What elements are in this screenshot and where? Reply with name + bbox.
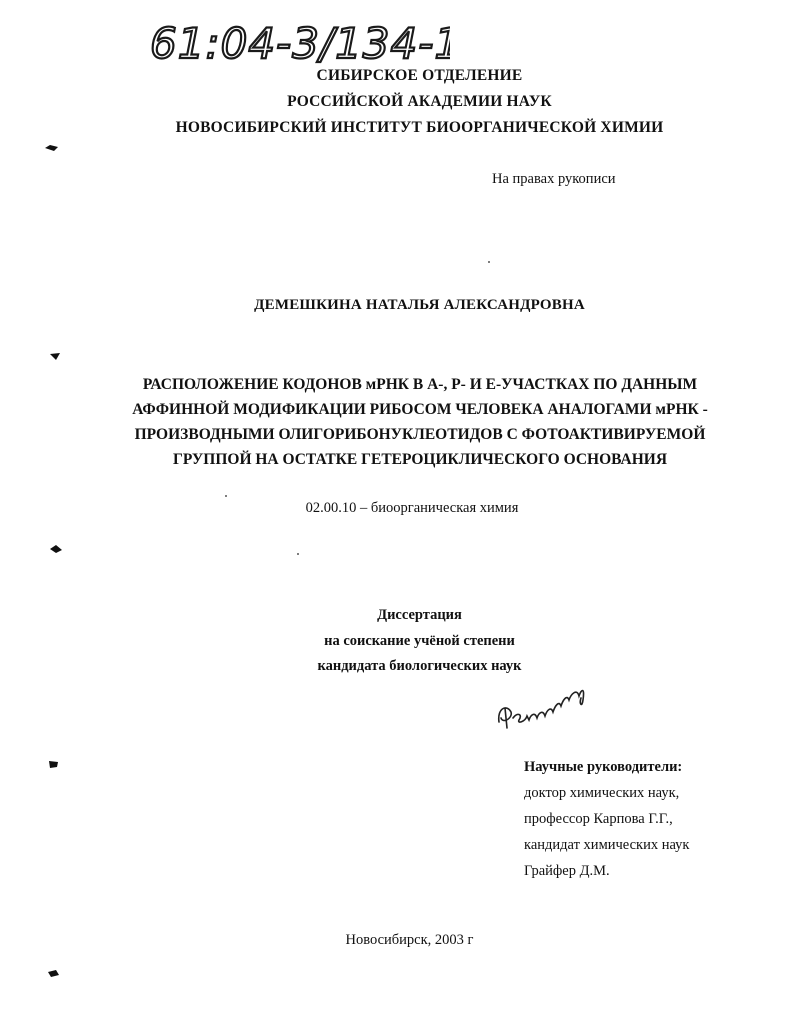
title-line-4: ГРУППОЙ НА ОСТАТКЕ ГЕТЕРОЦИКЛИЧЕСКОГО ОСНОВАНИЯ bbox=[172, 451, 668, 468]
advisor-line-3: кандидат химических наук bbox=[524, 837, 690, 853]
title-line-3: ПРОИЗВОДНЫМИ ОЛИГОРИБОНУКЛЕОТИДОВ С ФОТОАКТИВИРУЕМОЙ bbox=[134, 426, 706, 443]
advisors-heading: Научные руководители: bbox=[524, 759, 683, 775]
title-line-1: РАСПОЛОЖЕНИЕ КОДОНОВ мРНК В А-, Р- И Е-УЧАСТКАХ ПО ДАННЫМ bbox=[142, 376, 698, 393]
binding-hole-mark bbox=[48, 541, 64, 551]
author-name: ДЕМЕШКИНА НАТАЛЬЯ АЛЕКСАНДРОВНА bbox=[254, 297, 585, 313]
binding-hole-mark bbox=[44, 140, 60, 150]
binding-hole-mark bbox=[46, 756, 62, 766]
degree-purpose: на соискание учёной степени bbox=[324, 632, 515, 649]
title-line-2: АФФИННОЙ МОДИФИКАЦИИ РИБОСОМ ЧЕЛОВЕКА АНАЛОГАМИ мРНК - bbox=[132, 401, 708, 418]
dissertation-label: Диссертация bbox=[377, 607, 462, 623]
dissertation-degree-block bbox=[0, 603, 799, 680]
rights-note: На правах рукописи bbox=[492, 171, 616, 187]
city-year: Новосибирск, 2003 г bbox=[345, 932, 474, 948]
advisor-line-2: профессор Карпова Г.Г., bbox=[524, 811, 673, 827]
paper-speck bbox=[297, 553, 299, 555]
advisor-line-1: доктор химических наук, bbox=[524, 785, 680, 801]
author-signature bbox=[493, 678, 593, 736]
archive-code-handwritten bbox=[150, 12, 450, 70]
advisor-line-4: Грайфер Д.М. bbox=[524, 863, 610, 879]
binding-hole-mark bbox=[46, 965, 62, 975]
binding-hole-mark bbox=[48, 348, 64, 358]
archive-code-text: 61:04-3/134-1 bbox=[150, 19, 450, 68]
degree-name: кандидата биологических наук bbox=[317, 658, 522, 674]
organization-line-1: СИБИРСКОЕ ОТДЕЛЕНИЕ bbox=[316, 67, 523, 84]
specialty-code: 02.00.10 – биоорганическая химия bbox=[305, 500, 519, 516]
organization-line-2: РОССИЙСКОЙ АКАДЕМИИ НАУК bbox=[287, 93, 552, 110]
dissertation-title bbox=[100, 372, 740, 472]
paper-speck bbox=[225, 495, 227, 497]
scientific-advisors bbox=[524, 754, 689, 884]
organization-line-3: НОВОСИБИРСКИЙ ИНСТИТУТ БИООРГАНИЧЕСКОЙ ХИМИИ bbox=[175, 119, 664, 136]
paper-speck bbox=[488, 261, 490, 263]
